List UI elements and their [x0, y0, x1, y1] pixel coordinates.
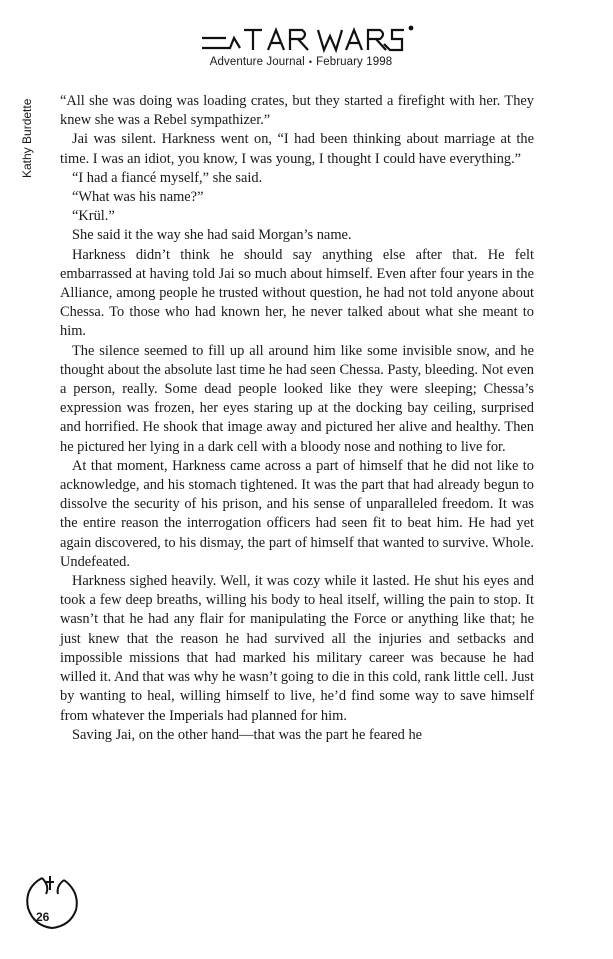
- journal-name: Adventure Journal: [209, 56, 305, 68]
- journal-subtitle: [197, 56, 405, 68]
- paragraph: “Krül.”: [72, 208, 115, 225]
- paragraph: “What was his name?”: [72, 189, 204, 206]
- paragraph: Harkness didn’t think he should say anything else after that. He felt embarrassed at having told Jai so much about himself. Even after four years in the Alliance, among people he trusted without question, he had not told anyone about Chessa. To those who had known her, he never talked about what she meant to him.: [60, 246, 534, 340]
- rebel-alliance-emblem-icon: [20, 872, 80, 934]
- star-wars-logo: [200, 18, 420, 58]
- separator-dot: •: [308, 57, 313, 67]
- author-name: Kathy Burdette: [20, 98, 34, 178]
- page-number: 26: [36, 910, 50, 924]
- paragraph: At that moment, Harkness came across a part of himself that he did not like to acknowledge, and his stomach tightened. It was the part that had already begun to dissolve the security of his prison, and his sense of unparalleled freedom. It was the entire reason the interrogation officers had seen fit to beat him. He had yet again discovered, to his dismay, the part of himself that wanted to survive. Whole. Undefeated.: [60, 457, 534, 570]
- paragraph: “I had a fiancé myself,” she said.: [72, 169, 263, 186]
- paragraph: She said it the way she had said Morgan’s name.: [72, 227, 352, 244]
- paragraph: Harkness sighed heavily. Well, it was cozy while it lasted. He shut his eyes and took a few deep breaths, willing his body to heal itself, willing the pain to stop. It wasn’t that he had any flair for manipulating the Force or anything like that; he just knew that the reason he had survived all the injuries and setbacks and impossible missions that had marked his military career was because he had willed it. And that was why he wasn’t going to die in this cold, rank little cell. Just by wanting to heal, willing himself to live, he’d find some way to save himself from whatever the Imperials had planned for him.: [60, 573, 534, 724]
- issue-date: February 1998: [316, 56, 393, 68]
- star-wars-logo-graphic: [200, 18, 420, 58]
- paragraph: “All she was doing was loading crates, but they started a firefight with her. They knew she was a Rebel sympathizer.”: [60, 93, 534, 129]
- emblem-graphic: [20, 872, 80, 934]
- paragraph: The silence seemed to fill up all around him like some invisible snow, and he thought about the absolute last time he had seen Chessa. Pasty, bleeding. Not even a person, really. Some dead people looked like they were sleeping; Chessa’s expression was frozen, her eyes staring up at the docking bay ceiling, surprised and horrified. He shook that image away and pictured her alive and healthy. Then he pictured her lying in a dark cell with a bloody nose and nothing to live for.: [60, 342, 534, 455]
- paragraph: Saving Jai, on the other hand—that was the part he feared he: [72, 726, 423, 743]
- paragraph: Jai was silent. Harkness went on, “I had been thinking about marriage at the time. I was an idiot, you know, I was young, I thought I could have everything.”: [60, 131, 534, 167]
- article-body: [60, 92, 534, 745]
